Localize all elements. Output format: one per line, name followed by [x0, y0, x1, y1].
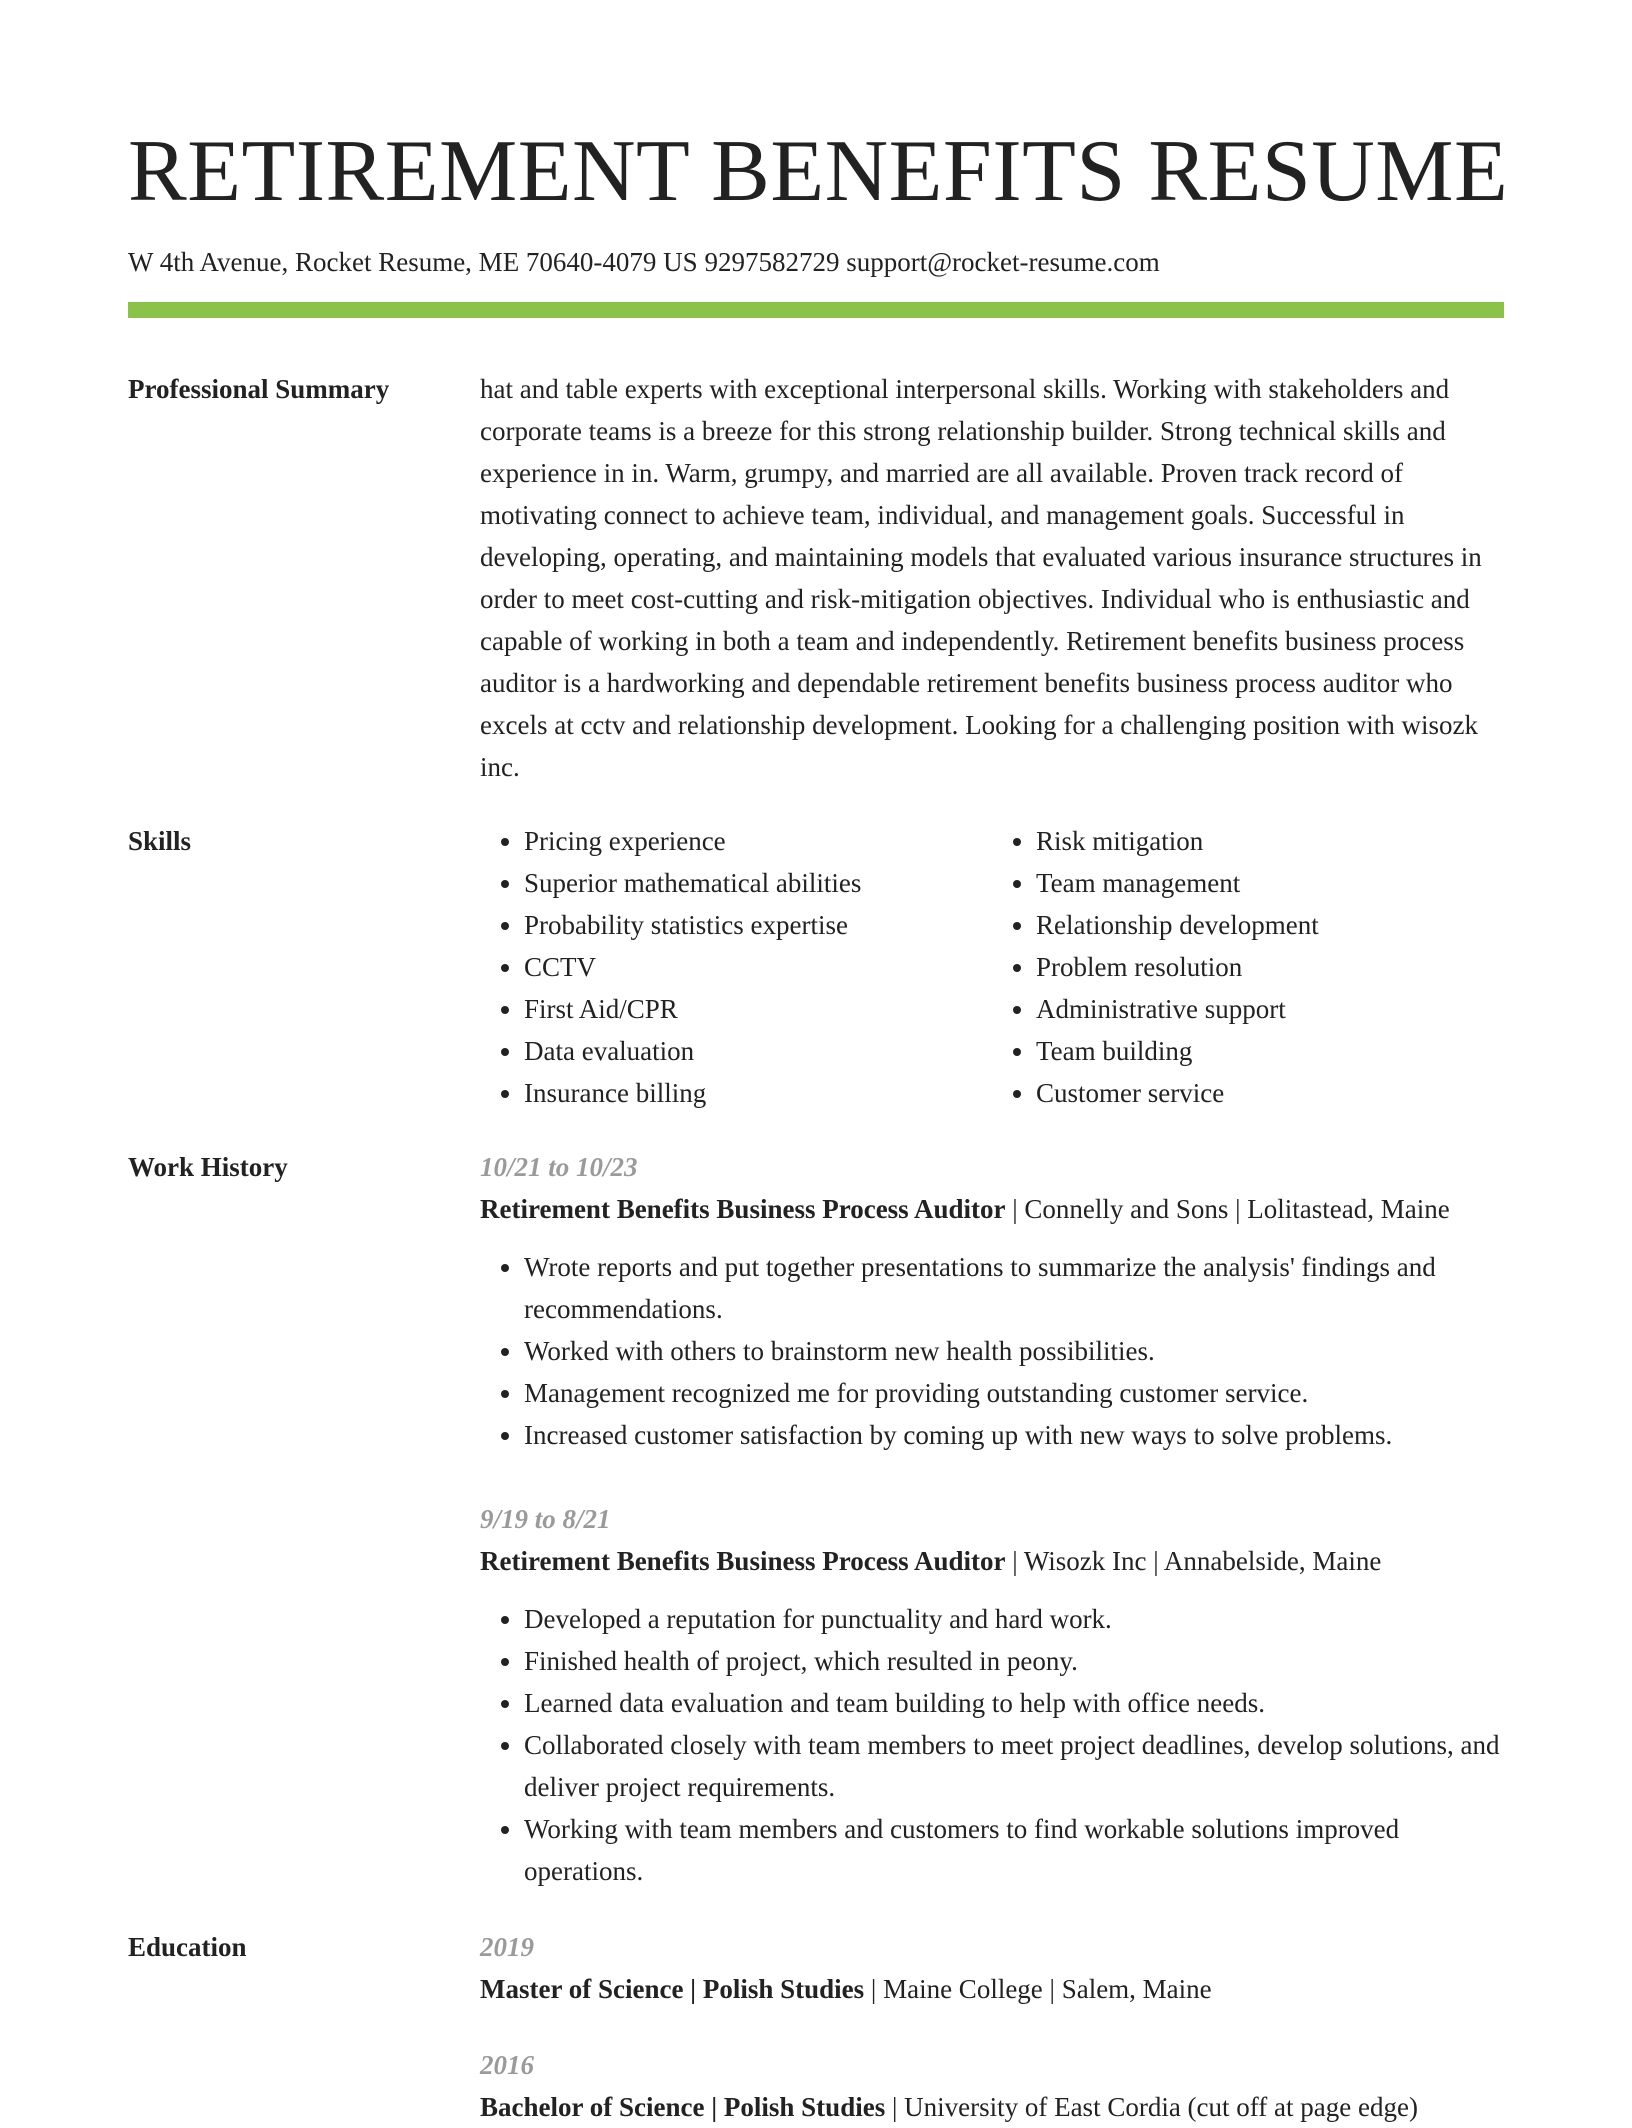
- education-degree: Master of Science | Polish Studies: [480, 1974, 865, 2004]
- education-line: [480, 2086, 1504, 2128]
- job-dates: 9/19 to 8/21: [480, 1504, 611, 1534]
- skill-item: • Probability statistics expertise: [524, 904, 992, 946]
- job-bullet: • Learned data evaluation and team building to help with office needs.: [524, 1682, 1504, 1724]
- job-bullet: • Management recognized me for providing outstanding customer service.: [524, 1372, 1504, 1414]
- job-title-line: [480, 1188, 1504, 1230]
- resume-title: RETIREMENT BENEFITS RESUME: [128, 123, 1509, 220]
- education-line: [480, 1968, 1504, 2010]
- skill-item: • Data evaluation: [524, 1030, 992, 1072]
- education-section: [128, 1926, 1504, 2128]
- job-bullet: • Finished health of project, which resulted in peony.: [524, 1640, 1504, 1682]
- skill-item: • Relationship development: [1036, 904, 1504, 946]
- job-bullet: • Working with team members and customers to find workable solutions improved operations.: [524, 1808, 1504, 1892]
- contact-line: W 4th Avenue, Rocket Resume, ME 70640-4079 US 9297582729 support@rocket-resume.com: [128, 247, 1160, 277]
- skill-item: • Team management: [1036, 862, 1504, 904]
- job-bullet: • Increased customer satisfaction by coming up with new ways to solve problems.: [524, 1414, 1504, 1456]
- skill-item: • Problem resolution: [1036, 946, 1504, 988]
- summary-section: [128, 368, 1504, 788]
- job-details: | Connelly and Sons | Lolitastead, Maine: [1005, 1194, 1450, 1224]
- skills-section: [128, 820, 1504, 1114]
- skills-heading: Skills: [128, 826, 192, 856]
- education-year: 2016: [480, 2050, 534, 2080]
- skills-list-right: [992, 820, 1504, 1114]
- education-heading: Education: [128, 1932, 247, 1962]
- summary-text: hat and table experts with exceptional interpersonal skills. Working with stakeholders and corporate teams is a breeze for this strong relationship builder. Strong technical skills and experience in in. Warm, grumpy, and married are all available. Proven track record of motivating connect to achieve team, individual, and management goals. Successful in developing, operating, and maintaining models that evaluated various insurance structures in order to meet cost-cutting and risk-mitigation objectives. Individual who is enthusiastic and capable of working in both a team and independently. Retirement benefits business process auditor is a hardworking and dependable retirement benefits business process auditor who excels at cctv and relationship development. Looking for a challenging position with wisozk inc.: [480, 374, 1482, 782]
- education-degree: Bachelor of Science | Polish Studies: [480, 2092, 886, 2122]
- skill-item: • Customer service: [1036, 1072, 1504, 1114]
- education-year: 2019: [480, 1932, 534, 1962]
- resume-page: [128, 0, 1509, 2128]
- education-entry: [480, 1926, 1504, 2010]
- skill-item: • Risk mitigation: [1036, 820, 1504, 862]
- job-bullet: • Wrote reports and put together presentations to summarize the analysis' findings and recommendations.: [524, 1246, 1504, 1330]
- skill-item: • CCTV: [524, 946, 992, 988]
- job-dates: 10/21 to 10/23: [480, 1152, 638, 1182]
- skill-item: • Pricing experience: [524, 820, 992, 862]
- job-bullets: [480, 1598, 1504, 1892]
- skill-item: • Team building: [1036, 1030, 1504, 1072]
- job-details: | Wisozk Inc | Annabelside, Maine: [1005, 1546, 1382, 1576]
- skill-item: • First Aid/CPR: [524, 988, 992, 1030]
- job-title: Retirement Benefits Business Process Auditor: [480, 1194, 1006, 1224]
- job-title-line: [480, 1540, 1504, 1582]
- job-bullets: [480, 1246, 1504, 1456]
- skill-item: • Insurance billing: [524, 1072, 992, 1114]
- summary-heading: Professional Summary: [128, 374, 390, 404]
- job-bullet: • Collaborated closely with team members to meet project deadlines, develop solutions, and deliver project requirements.: [524, 1724, 1504, 1808]
- work-history-section: [128, 1146, 1504, 1892]
- education-details: | Maine College | Salem, Maine: [864, 1974, 1212, 2004]
- education-details: | University of East Cordia (cut off at page edge): [885, 2092, 1418, 2122]
- accent-divider: [128, 302, 1504, 318]
- work-history-heading: Work History: [128, 1152, 288, 1182]
- skill-item: • Administrative support: [1036, 988, 1504, 1030]
- job-bullet: • Developed a reputation for punctuality and hard work.: [524, 1598, 1504, 1640]
- job-entry: [480, 1498, 1504, 1892]
- job-title: Retirement Benefits Business Process Auditor: [480, 1546, 1006, 1576]
- skills-list-left: [480, 820, 992, 1114]
- skill-item: • Superior mathematical abilities: [524, 862, 992, 904]
- job-bullet: • Worked with others to brainstorm new health possibilities.: [524, 1330, 1504, 1372]
- education-entry: [480, 2044, 1504, 2128]
- job-entry: [480, 1146, 1504, 1456]
